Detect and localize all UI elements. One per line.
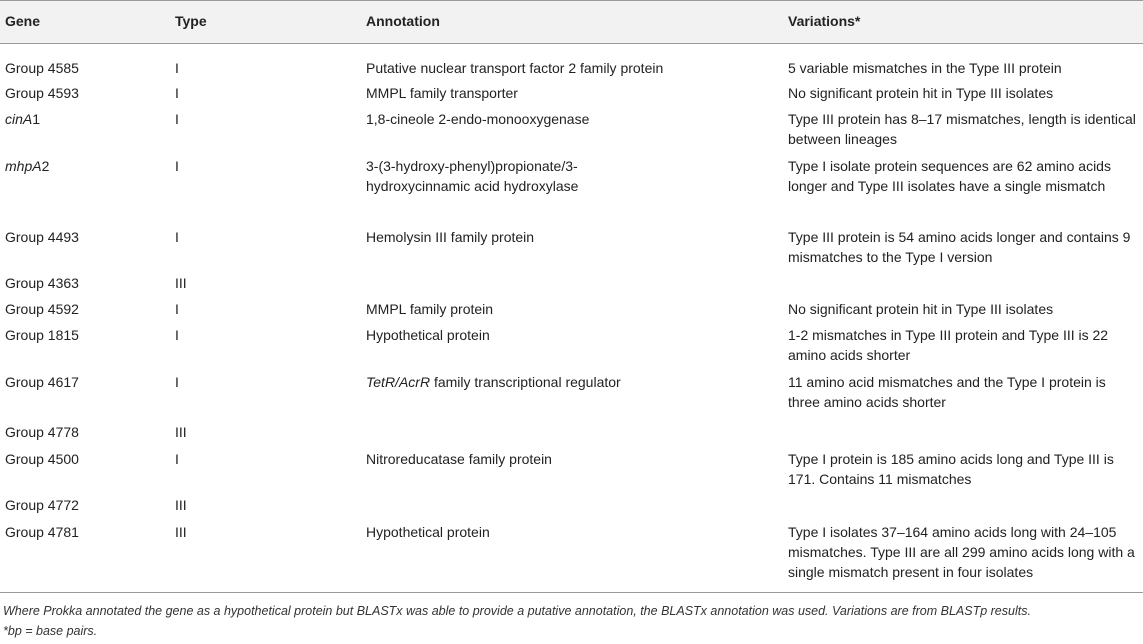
header-annotation: Annotation [366, 13, 440, 29]
type-cell: I [175, 301, 179, 317]
header-type: Type [175, 13, 207, 29]
annotation-cell: Hemolysin III family protein [366, 229, 535, 245]
variations-cell: 1-2 mismatches in Type III protein and Type III is 22 amino acids shorter [788, 327, 1109, 363]
type-cell: I [175, 374, 179, 390]
annotation-cell: MMPL family transporter [366, 85, 518, 101]
type-cell: I [175, 229, 179, 245]
variations-cell: Type III protein has 8–17 mismatches, length is identical between lineages [788, 111, 1136, 147]
annotation-cell: Hypothetical protein [366, 327, 490, 343]
type-cell: I [175, 111, 179, 127]
annotation-rest: family transcriptional regulator [430, 374, 621, 390]
gene-cell: Group 4493 [5, 229, 79, 245]
annotation-cell: MMPL family protein [366, 301, 494, 317]
footnote-line-2: *bp = base pairs. [3, 624, 98, 638]
variations-cell: 11 amino acid mismatches and the Type I protein is three amino acids shorter [788, 374, 1106, 410]
type-cell: III [175, 275, 187, 291]
gene-cell: Group 4772 [5, 497, 79, 513]
type-cell: I [175, 60, 179, 76]
variations-cell: Type I isolate protein sequences are 62 amino acids longer and Type III isolates have a single mismatch [788, 158, 1111, 194]
gene-cell: Group 1815 [5, 327, 79, 343]
type-cell: I [175, 85, 179, 101]
gene-name-suffix: 1 [32, 111, 41, 127]
variations-cell: No significant protein hit in Type III isolates [788, 301, 1054, 317]
gene-cell: Group 4585 [5, 60, 79, 76]
annotation-cell [366, 372, 766, 392]
annotation-italic: TetR/AcrR [366, 374, 431, 390]
header-variations: Variations* [788, 13, 861, 29]
variations-cell: Type I protein is 185 amino acids long and Type III is 171. Contains 11 mismatches [788, 451, 1114, 487]
gene-cell: Group 4593 [5, 85, 79, 101]
type-cell: III [175, 524, 187, 540]
type-cell: III [175, 424, 187, 440]
annotation-cell: Putative nuclear transport factor 2 family protein [366, 60, 664, 76]
table-footnote [3, 601, 1141, 641]
variations-cell: No significant protein hit in Type III isolates [788, 85, 1054, 101]
variations-cell: Type I isolates 37–164 amino acids long with 24–105 mismatches. Type III are all 299 amino acids long with a single mismatch present in four isolates [788, 524, 1135, 580]
gene-cell: Group 4778 [5, 424, 79, 440]
gene-cell [5, 156, 49, 176]
gene-name-italic: mhpA [5, 158, 42, 174]
gene-cell: Group 4500 [5, 451, 79, 467]
gene-cell: Group 4363 [5, 275, 79, 291]
gene-cell: Group 4617 [5, 374, 79, 390]
gene-cell: Group 4592 [5, 301, 79, 317]
gene-cell: Group 4781 [5, 524, 79, 540]
table-bottom-rule [0, 592, 1143, 593]
type-cell: I [175, 327, 179, 343]
type-cell: I [175, 451, 179, 467]
variations-cell: Type III protein is 54 amino acids longer and contains 9 mismatches to the Type I version [788, 229, 1131, 265]
type-cell: III [175, 497, 187, 513]
annotation-cell: 3-(3-hydroxy-phenyl)propionate/3-hydroxycinnamic acid hydroxylase [366, 158, 579, 194]
header-gene: Gene [5, 13, 41, 29]
annotation-cell: Nitroreducatase family protein [366, 451, 552, 467]
annotation-cell: Hypothetical protein [366, 524, 490, 540]
footnote-line-1: Where Prokka annotated the gene as a hypothetical protein but BLASTx was able to provide a putative annotation, the BLASTx annotation was used. Variations are from BLASTp results. [3, 604, 1031, 618]
annotation-cell: 1,8-cineole 2-endo-monooxygenase [366, 111, 590, 127]
variations-cell: 5 variable mismatches in the Type III protein [788, 60, 1062, 76]
gene-name-italic: cinA [5, 111, 33, 127]
gene-cell [5, 109, 40, 129]
gene-name-suffix: 2 [41, 158, 50, 174]
type-cell: I [175, 158, 179, 174]
table-header [0, 0, 1143, 44]
